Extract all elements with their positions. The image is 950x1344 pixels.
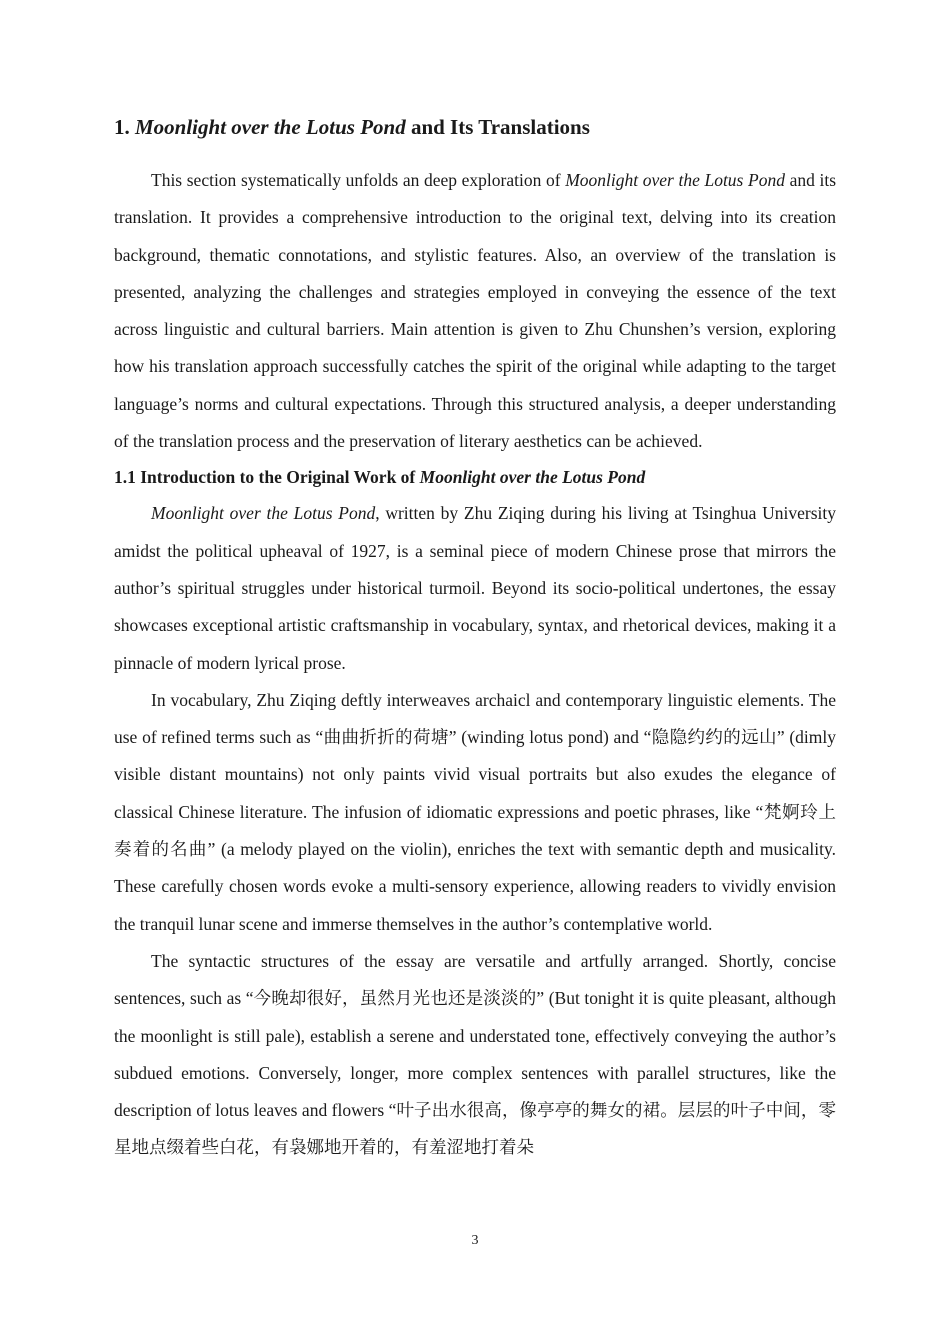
section-title-italic: Moonlight over the Lotus Pond — [419, 467, 646, 488]
page-number: 3 — [471, 1233, 479, 1248]
document-page — [114, 112, 836, 1167]
chapter-number: 1. — [114, 115, 130, 139]
intro-paragraph — [114, 162, 836, 460]
intro-italic-title: Moonlight over the Lotus Pond — [565, 170, 785, 190]
intro-rest: and its translation. It provides a comprehensive introduction to the original text, delving into its creation background, thematic connotations, and stylistic features. Also, an overview of the translation is presented, analyzing the challenges and strategies employed in conveying the essence of the text across linguistic and cultural barriers. Main attention is given to Zhu Chunshen’s version, exploring how his translation approach successfully catches the spirit of the original while adapting to the target language’s norms and cultural expectations. Through this structured analysis, a deeper understanding of the translation process and the preservation of literary aesthetics can be achieved. — [114, 170, 837, 452]
paragraph-1-italic-title: Moonlight over the Lotus Pond — [151, 503, 376, 524]
body-paragraph-1 — [114, 495, 836, 681]
body-paragraph-3: The syntactic structures of the essay are versatile and artfully arranged. Shortly, concise sentences, such as “今晚却很好，虽然月光也还是淡淡的” (But tonight it is quite pleasant, although the moonlight is still pale), establish a serene and understated tone, effectively conveying the author’s subdued emotions. Conversely, longer, more complex sentences with parallel structures, like the description of lotus leaves and flowers “叶子出水很高，像亭亭的舞女的裙。层层的叶子中间，零星地点缀着些白花，有袅娜地开着的，有羞涩地打着朵 — [114, 950, 836, 1158]
body-paragraph-2: In vocabulary, Zhu Ziqing deftly interweaves archaicl and contemporary linguistic elements. The use of refined terms such as “曲曲折折的荷塘” (winding lotus pond) and “隐隐约约的远山” (dimly visible distant mountains) not only paints vivid visual portraits but also exudes the elegance of classical Chinese literature. The infusion of idiomatic expressions and poetic phrases, like “梵婀玲上奏着的名曲” (a melody played on the violin), enriches the text with semantic depth and musicality. These carefully chosen words evoke a multi-sensory experience, allowing readers to vividly envision the tranquil lunar scene and immerse themselves in the author’s contemplative world. — [114, 689, 836, 934]
intro-lead: This section systematically unfolds an deep exploration of — [151, 170, 561, 190]
section-title-lead: 1.1 Introduction to the Original Work of — [114, 467, 416, 488]
chapter-title-rest: and Its Translations — [410, 115, 590, 139]
chapter-heading — [114, 112, 836, 142]
paragraph-1-rest: , written by Zhu Ziqing during his living at Tsinghua University amidst the political upheaval of 1927, is a seminal piece of modern Chinese prose that mirrors the author’s spiritual struggles under historical turmoil. Beyond its socio-political undertones, the essay showcases exceptional artistic craftsmanship in vocabulary, syntax, and rhetorical devices, making it a pinnacle of modern lyrical prose. — [114, 503, 836, 673]
chapter-title-italic: Moonlight over the Lotus Pond — [135, 115, 406, 139]
section-heading — [114, 464, 836, 490]
